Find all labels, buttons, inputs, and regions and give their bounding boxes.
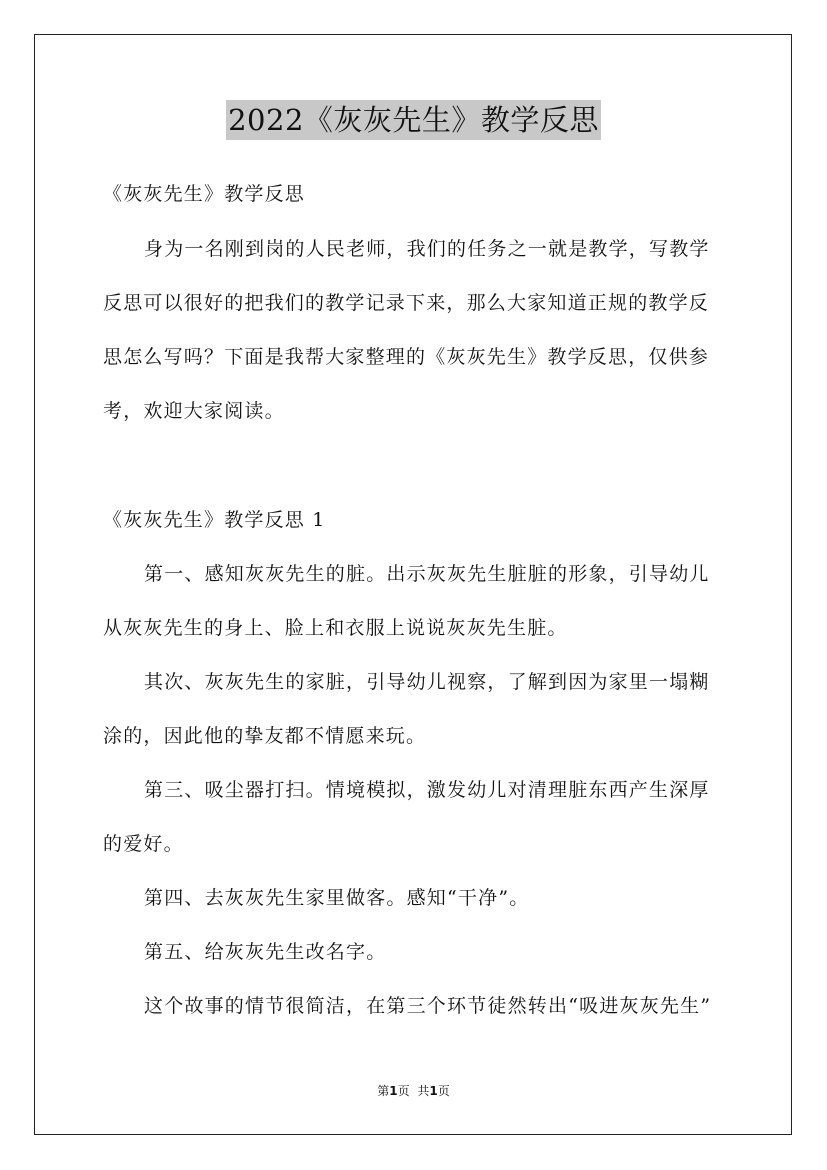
document-title: 2022《灰灰先生》教学反思 <box>226 100 601 140</box>
footer-page-suffix: 页 <box>397 1084 410 1098</box>
body-line: 这个故事的情节很简洁，在第三个环节徒然转出“吸进灰灰先生” <box>144 995 712 1017</box>
body-line: 第四、去灰灰先生家里做客。感知“干净”。 <box>144 887 530 909</box>
body-line: 其次、灰灰先生的家脏，引导幼儿视察，了解到因为家里一塌糊 <box>144 671 710 693</box>
footer-prefix: 第 <box>377 1084 390 1098</box>
body-line: 涂的，因此他的挚友都不情愿来玩。 <box>103 725 427 747</box>
footer-page-number: 1 <box>389 1084 398 1098</box>
footer-total-prefix: 共 <box>417 1084 430 1098</box>
section-heading: 《灰灰先生》教学反思 1 <box>103 509 326 531</box>
body-line: 第三、吸尘器打扫。情境模拟，激发幼儿对清理脏东西产生深厚 <box>144 779 710 801</box>
intro-line: 思怎么写吗？下面是我帮大家整理的《灰灰先生》教学反思，仅供参 <box>103 346 710 368</box>
body-line: 的爱好。 <box>103 833 184 855</box>
body-line: 从灰灰先生的身上、脸上和衣服上说说灰灰先生脏。 <box>103 617 568 639</box>
body-line: 第一、感知灰灰先生的脏。出示灰灰先生脏脏的形象，引导幼儿 <box>144 563 710 585</box>
body-line: 第五、给灰灰先生改名字。 <box>144 941 387 963</box>
footer-total-suffix: 页 <box>437 1084 450 1098</box>
intro-line: 反思可以很好的把我们的教学记录下来，那么大家知道正规的教学反 <box>103 292 710 314</box>
page-footer <box>0 1083 827 1099</box>
title-container <box>0 100 827 140</box>
intro-line: 身为一名刚到岗的人民老师，我们的任务之一就是教学，写教学 <box>144 238 710 260</box>
document-subtitle: 《灰灰先生》教学反思 <box>103 183 306 205</box>
intro-line: 考，欢迎大家阅读。 <box>103 400 285 422</box>
footer-total-pages: 1 <box>429 1084 438 1098</box>
